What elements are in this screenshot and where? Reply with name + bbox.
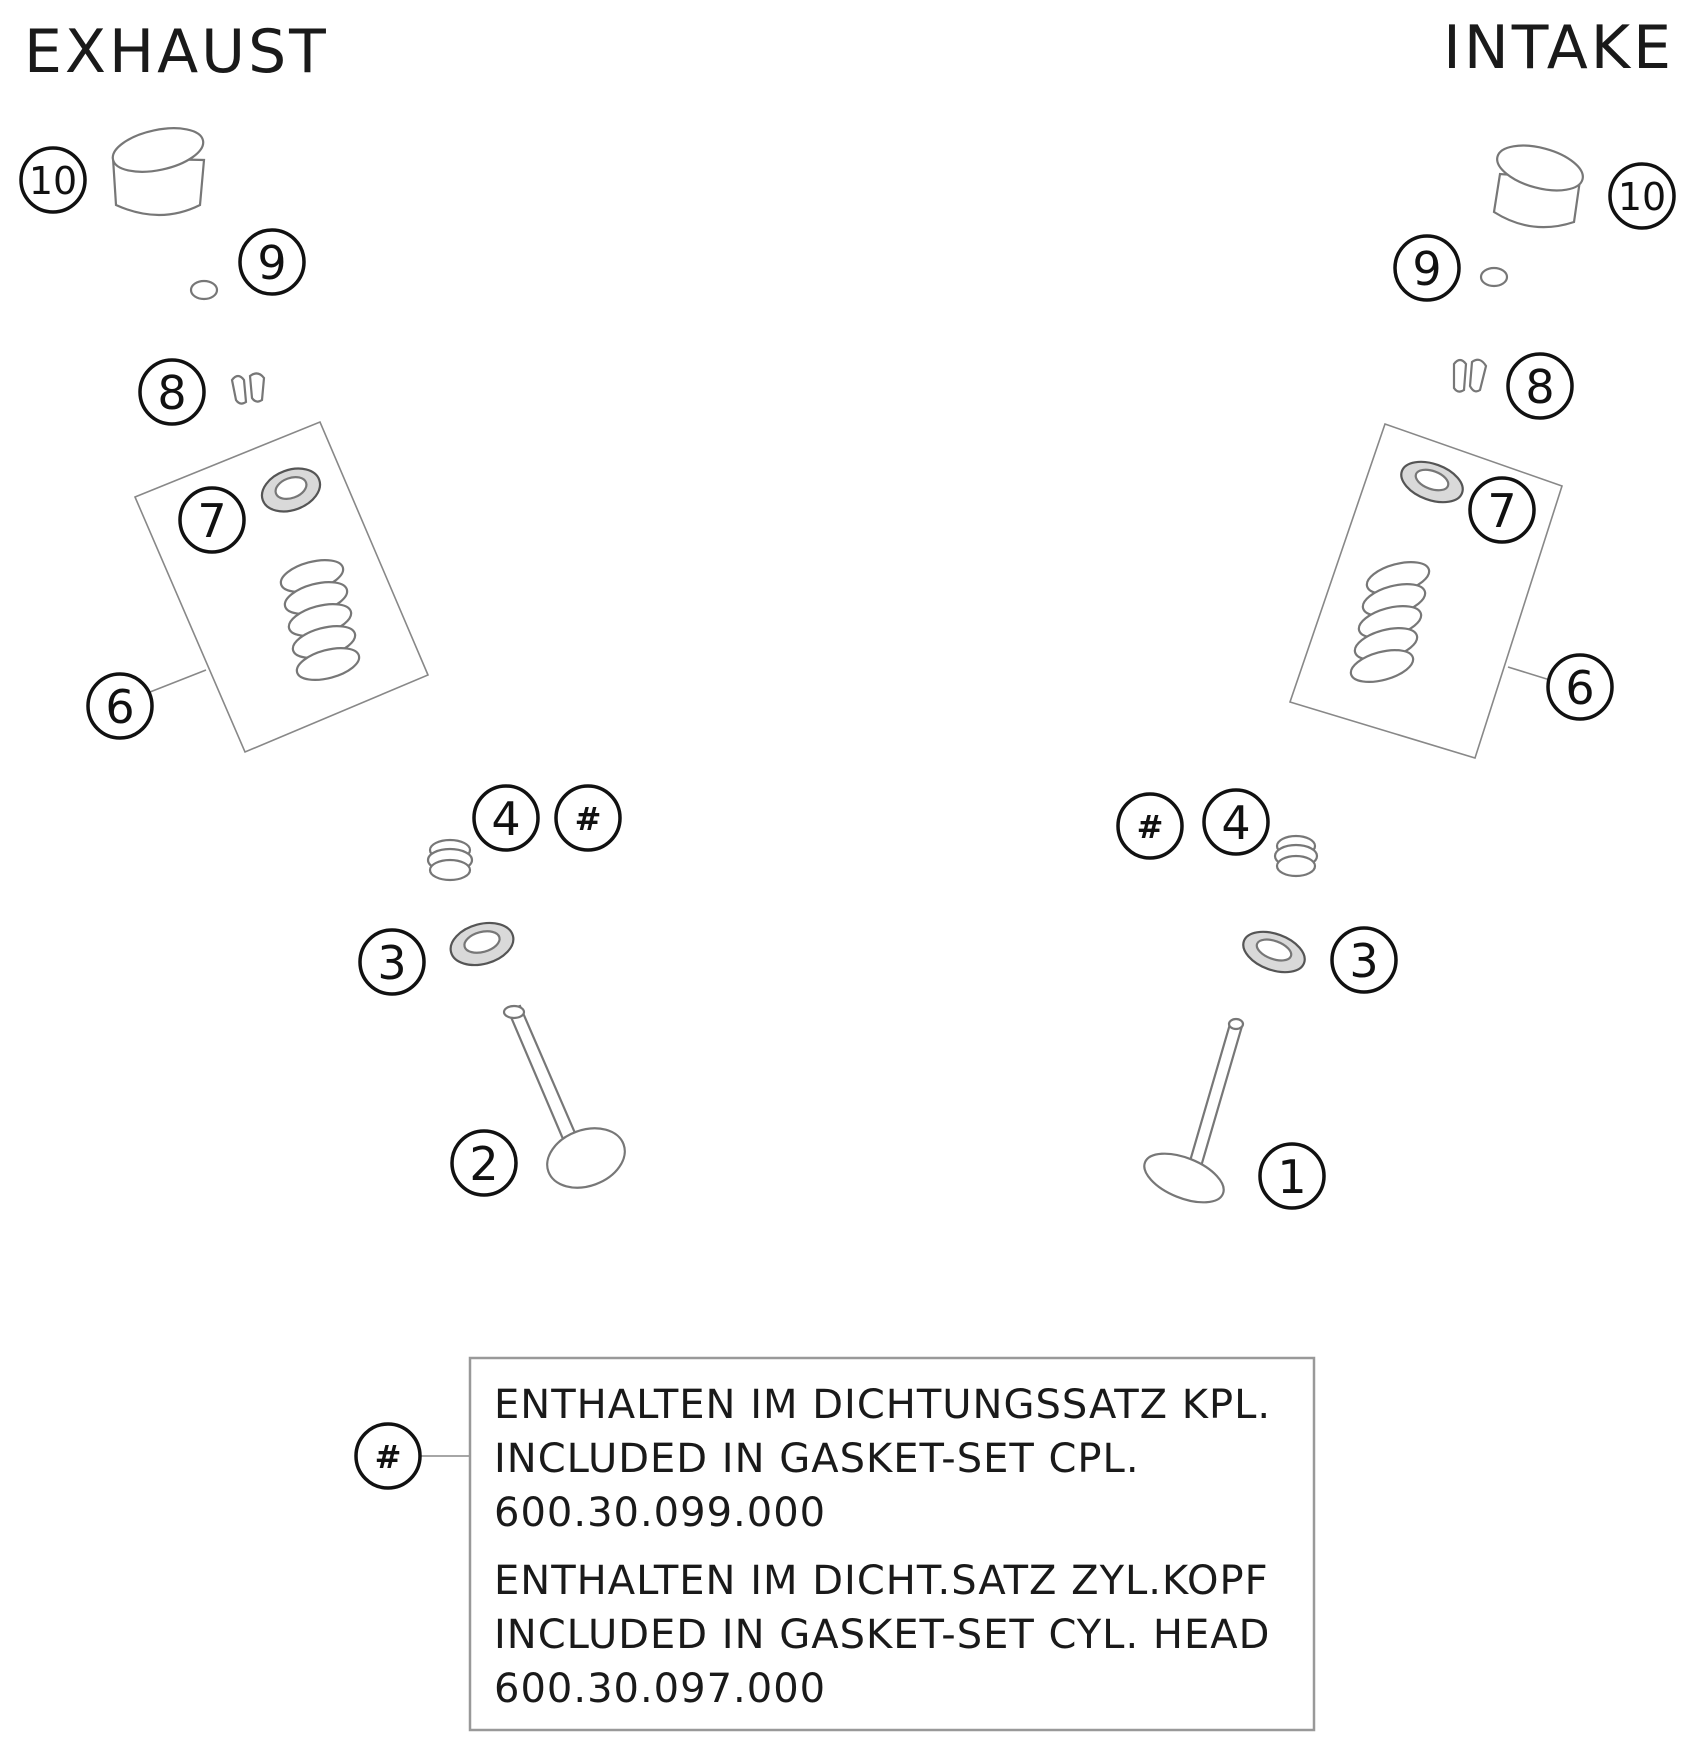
callout-4-intake bbox=[1204, 790, 1268, 854]
callout-8-intake bbox=[1508, 354, 1572, 418]
callout-hash-intake bbox=[1118, 794, 1182, 858]
intake-spring-retainer bbox=[1396, 454, 1468, 510]
exhaust-bucket-tappet bbox=[109, 121, 207, 215]
callout-3-exhaust bbox=[360, 930, 424, 994]
svg-text:4: 4 bbox=[1221, 796, 1251, 850]
svg-text:7: 7 bbox=[1487, 484, 1517, 538]
callout-1 bbox=[1260, 1144, 1324, 1208]
svg-text:#: # bbox=[1136, 808, 1164, 846]
svg-text:6: 6 bbox=[105, 680, 135, 734]
svg-text:8: 8 bbox=[1525, 360, 1555, 414]
exhaust-shim bbox=[191, 281, 217, 299]
note-line-1: ENTHALTEN IM DICHTUNGSSATZ KPL. bbox=[494, 1382, 1272, 1428]
svg-text:3: 3 bbox=[1349, 934, 1379, 988]
svg-text:6: 6 bbox=[1565, 661, 1595, 715]
intake-spring-seat bbox=[1238, 924, 1310, 980]
callout-7-intake bbox=[1470, 478, 1534, 542]
callout-7-exhaust bbox=[180, 488, 244, 552]
intake-valve-stem-seal bbox=[1275, 836, 1317, 876]
intake-shim bbox=[1481, 268, 1507, 286]
exhaust-valve-spring bbox=[277, 554, 362, 686]
intake-valve-keepers bbox=[1454, 360, 1486, 392]
note-line-2: INCLUDED IN GASKET-SET CPL. bbox=[494, 1436, 1140, 1482]
svg-text:2: 2 bbox=[469, 1137, 499, 1191]
intake-valve bbox=[1138, 1019, 1243, 1212]
exhaust-header: EXHAUST bbox=[24, 17, 329, 87]
callout-8-exhaust bbox=[140, 360, 204, 424]
leader-6-exhaust bbox=[150, 670, 206, 692]
svg-text:7: 7 bbox=[197, 494, 227, 548]
svg-text:1: 1 bbox=[1277, 1150, 1307, 1204]
svg-text:#: # bbox=[574, 800, 602, 838]
intake-valve-spring bbox=[1347, 556, 1432, 688]
callout-4-exhaust bbox=[474, 786, 538, 850]
exhaust-valve-keepers bbox=[232, 373, 264, 403]
callout-10-exhaust bbox=[21, 148, 85, 212]
svg-text:9: 9 bbox=[1412, 242, 1442, 296]
svg-text:9: 9 bbox=[257, 236, 287, 290]
note-part-number-2: 600.30.097.000 bbox=[494, 1666, 827, 1712]
callout-hash-exhaust bbox=[556, 786, 620, 850]
exhaust-valve bbox=[504, 1006, 633, 1198]
callout-10-intake bbox=[1610, 164, 1674, 228]
note-line-5: INCLUDED IN GASKET-SET CYL. HEAD bbox=[494, 1612, 1271, 1658]
exhaust-valve-stem-seal bbox=[428, 840, 472, 880]
svg-text:#: # bbox=[374, 1438, 402, 1476]
leader-6-intake bbox=[1508, 667, 1550, 680]
note-line-4: ENTHALTEN IM DICHT.SATZ ZYL.KOPF bbox=[494, 1558, 1269, 1604]
intake-header: INTAKE bbox=[1443, 13, 1674, 83]
note-part-number-1: 600.30.099.000 bbox=[494, 1490, 827, 1536]
note-marker bbox=[356, 1424, 420, 1488]
callout-3-intake bbox=[1332, 928, 1396, 992]
callout-6-intake bbox=[1548, 655, 1612, 719]
callout-9-exhaust bbox=[240, 230, 304, 294]
svg-text:4: 4 bbox=[491, 792, 521, 846]
svg-text:3: 3 bbox=[377, 936, 407, 990]
svg-text:8: 8 bbox=[157, 366, 187, 420]
callout-2 bbox=[452, 1131, 516, 1195]
exhaust-spring-retainer bbox=[256, 461, 326, 519]
svg-text:10: 10 bbox=[28, 159, 78, 203]
exhaust-spring-seat bbox=[446, 916, 518, 971]
callout-9-intake bbox=[1395, 236, 1459, 300]
intake-bucket-tappet bbox=[1492, 137, 1587, 227]
svg-text:10: 10 bbox=[1617, 175, 1667, 219]
callout-6-exhaust bbox=[88, 674, 152, 738]
